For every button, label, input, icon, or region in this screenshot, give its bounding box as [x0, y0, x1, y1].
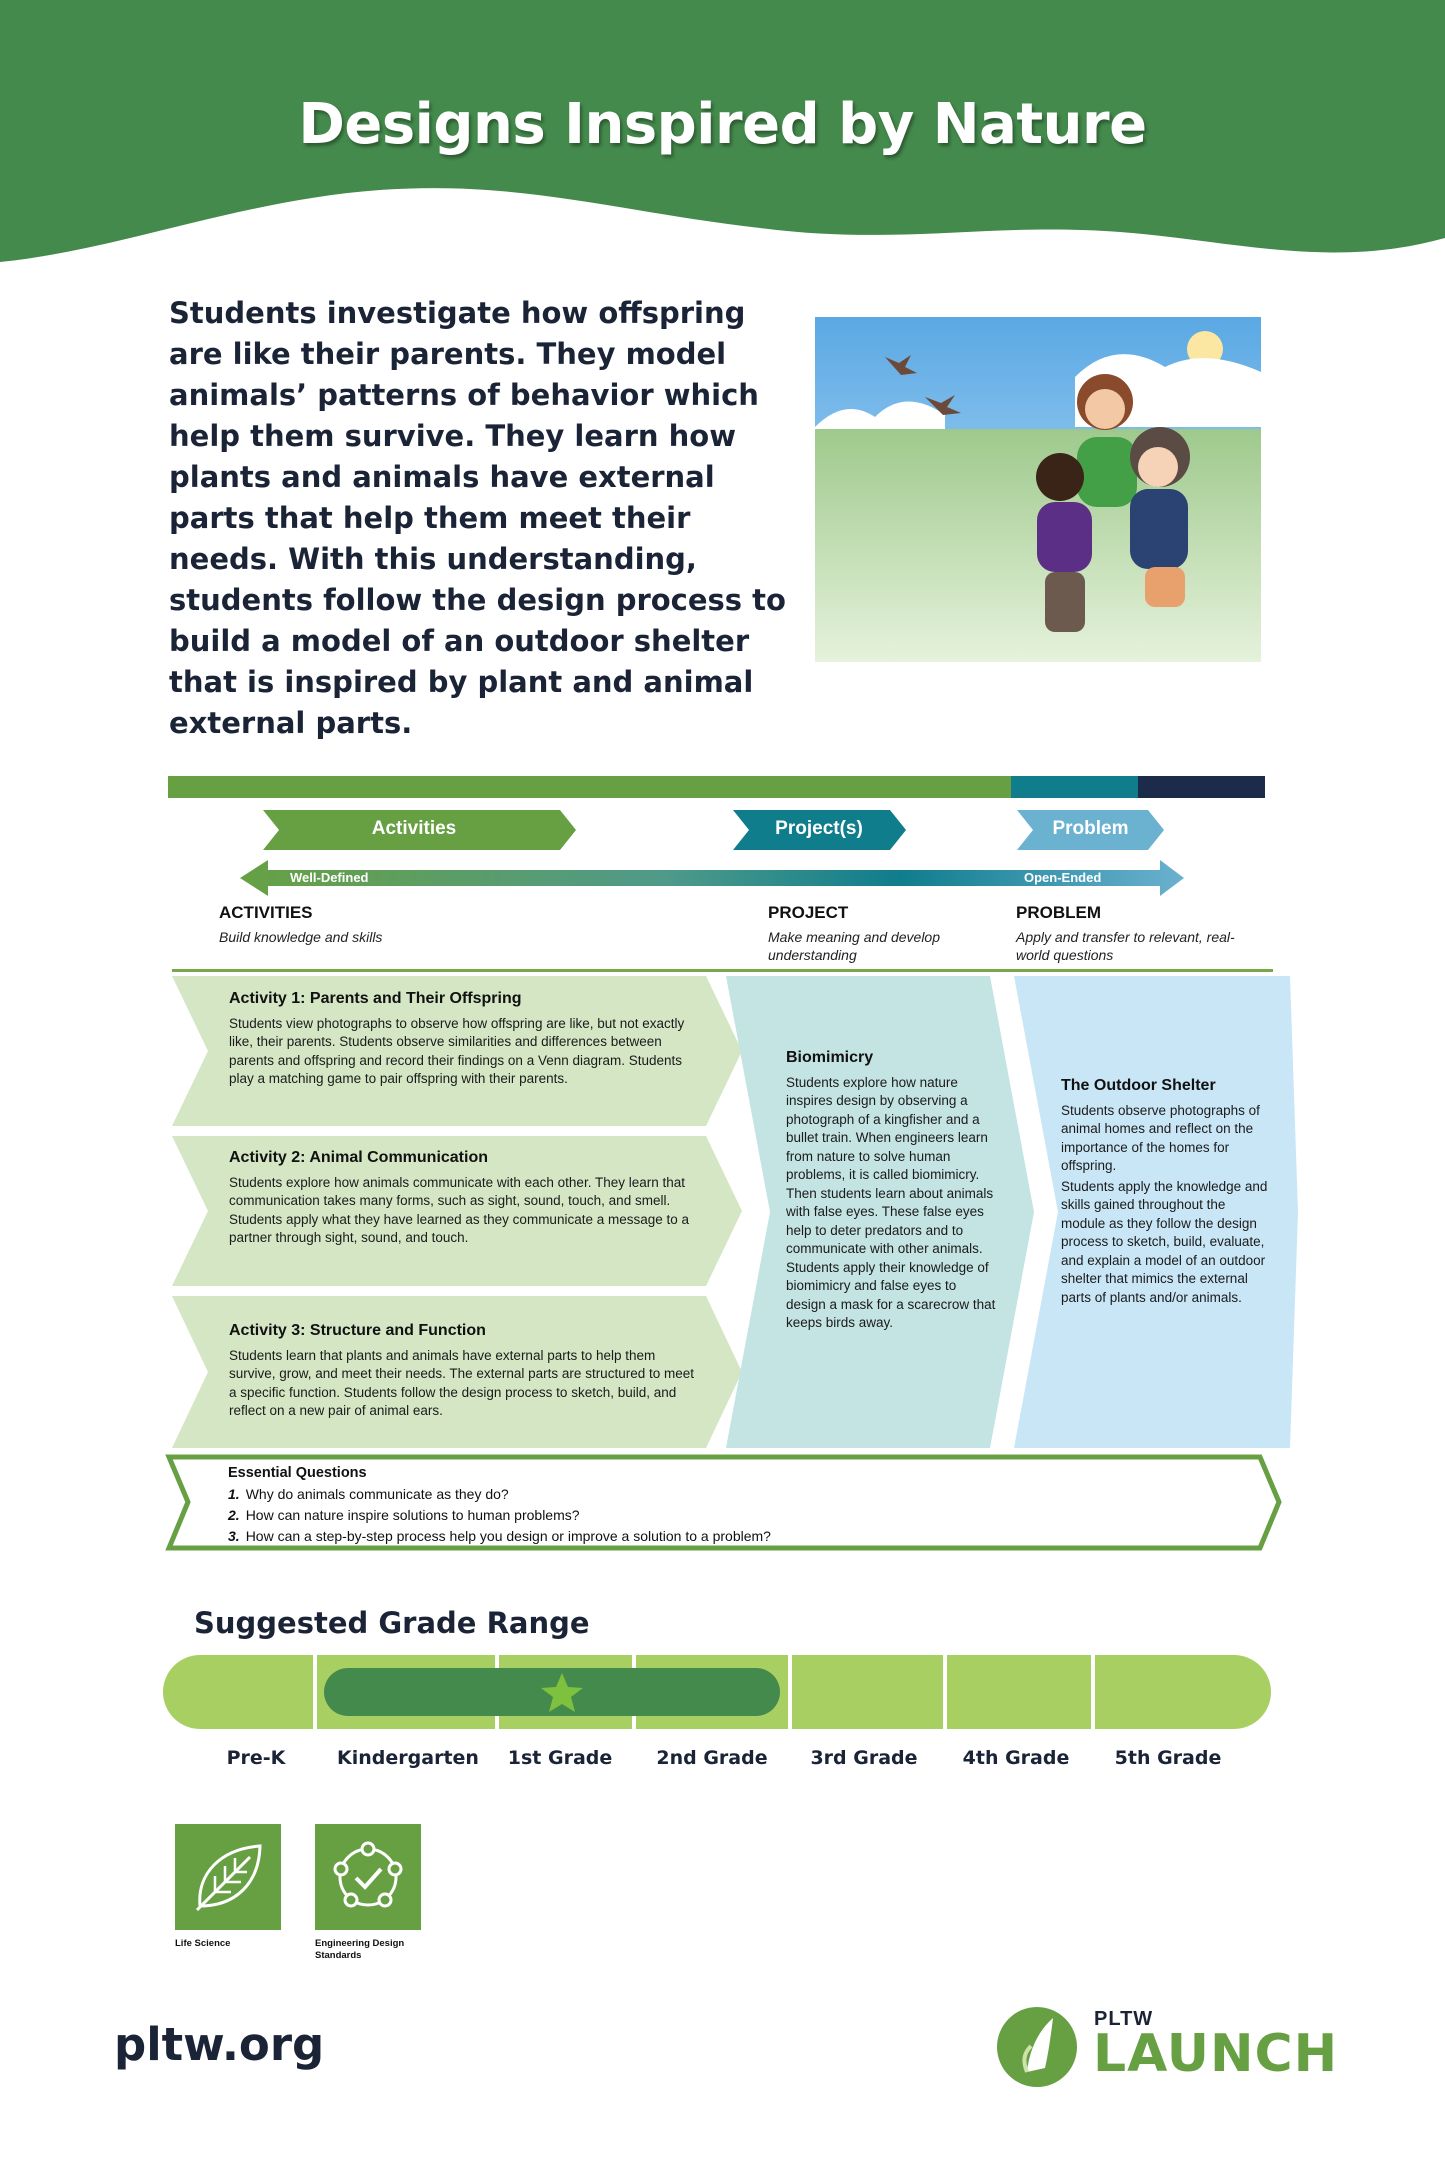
engineering-design-label: Engineering Design Standards — [315, 1938, 405, 1961]
project-text — [786, 1049, 996, 1333]
grade-label-2nd: 2nd Grade — [656, 1747, 768, 1769]
problem-heading: PROBLEM — [1016, 903, 1101, 922]
essential-question-3: 3. How can a step-by-step process help you design or improve a solution to a problem? — [228, 1528, 771, 1544]
leaf-icon — [175, 1824, 281, 1930]
project-heading: PROJECT — [768, 903, 849, 922]
well-defined-label: Well-Defined — [290, 870, 369, 885]
design-cycle-icon — [315, 1824, 421, 1930]
hero-illustration — [815, 317, 1261, 662]
essential-questions — [228, 1463, 1228, 1547]
grade-label-4th: 4th Grade — [962, 1747, 1070, 1769]
activity-1-title: Activity 1: Parents and Their Offspring — [229, 990, 522, 1007]
activities-arrow-label: Activities — [371, 818, 457, 839]
problem-subheading: Apply and transfer to relevant, real-world questions — [1016, 929, 1235, 963]
framework-arrows — [0, 800, 1445, 910]
website-link[interactable]: pltw.org — [114, 2018, 325, 2071]
projects-arrow-label: Project(s) — [775, 818, 863, 839]
project-subheading: Make meaning and develop understanding — [768, 929, 941, 963]
problem-text — [1061, 1077, 1273, 1307]
essential-question-2: 2. How can nature inspire solutions to human problems? — [228, 1507, 580, 1523]
logo-pltw-text: PLTW — [1094, 2008, 1154, 2030]
page-title: Designs Inspired by Nature — [298, 92, 1147, 157]
grade-range-title: Suggested Grade Range — [194, 1606, 590, 1640]
problem-title: The Outdoor Shelter — [1061, 1077, 1216, 1094]
grade-label-3rd: 3rd Grade — [810, 1747, 918, 1769]
intro-paragraph: Students investigate how offspring are like their parents. They model animals’ patterns of behavior which help them survive. They learn how plants and animals have external parts that help them meet their needs. With this understanding, students follow the design process to build a model of an outdoor shelter that is inspired by plant and animal external parts. — [169, 296, 786, 740]
grade-label-1st: 1st Grade — [507, 1747, 613, 1769]
engineering-design-badge — [315, 1824, 421, 1930]
problem-body-1: Students observe photographs of animal homes and reflect on the importance of the homes for offspring. — [1061, 1102, 1260, 1173]
activity-2-text — [229, 1149, 697, 1248]
grade-label-pre-k: Pre-K — [226, 1747, 286, 1769]
activity-2-body: Students explore how animals communicate with each other. They learn that communication takes many forms, such as sight, sound, touch, and smell. Students apply what they have learned as they communicate a message to a partner through sight, sound, and touch. — [229, 1174, 690, 1245]
activities-heading: ACTIVITIES — [219, 903, 313, 922]
life-science-label: Life Science — [175, 1938, 231, 1949]
open-ended-label: Open-Ended — [1024, 870, 1102, 885]
activity-1-body: Students view photographs to observe how offspring are like, but not exactly like, their parents. Students observe similarities and differences between parents and offspring and record their findings on a Venn diagram. Students play a matching game to pair offspring with their parents. — [229, 1015, 685, 1086]
grade-label-kindergarten: Kindergarten — [337, 1747, 479, 1769]
problem-arrow-label: Problem — [1052, 818, 1129, 839]
logo-launch-text: LAUNCH — [1093, 2024, 1339, 2084]
activities-subheading: Build knowledge and skills — [219, 929, 383, 945]
activity-3-title: Activity 3: Structure and Function — [229, 1322, 486, 1339]
life-science-badge — [175, 1824, 281, 1930]
activity-3-text — [229, 1322, 697, 1421]
grade-range-bar — [160, 1652, 1275, 1732]
essential-question-1: 1. Why do animals communicate as they do? — [228, 1486, 509, 1502]
project-title: Biomimicry — [786, 1049, 874, 1066]
essential-questions-title: Essential Questions — [228, 1465, 367, 1481]
problem-body-2: Students apply the knowledge and skills gained throughout the module as they follow the design process to sketch, build, evaluate, and explain a model of an outdoor shelter that mimics the external parts of plants and/or animals. — [1061, 1178, 1268, 1305]
activity-1-text — [229, 990, 697, 1089]
activity-3-body: Students learn that plants and animals have external parts to help them survive, grow, and meet their needs. The external parts are structured to meet a specific function. Students follow the design process to sketch, build, and reflect on a new pair of animal ears. — [229, 1347, 694, 1418]
project-body: Students explore how nature inspires design by observing a photograph of a kingfisher and a bullet train. When engineers learn from nature to solve human problems, it is called biomimicry. Then students learn about animals with false eyes. These false eyes help to deter predators and to communicate with other animals. Students apply their knowledge of biomimicry and false eyes to design a mask for a scarecrow that keeps birds away. — [786, 1074, 996, 1330]
activity-2-title: Activity 2: Animal Communication — [229, 1149, 488, 1166]
grade-label-5th: 5th Grade — [1114, 1747, 1222, 1769]
header-banner — [0, 0, 1445, 280]
